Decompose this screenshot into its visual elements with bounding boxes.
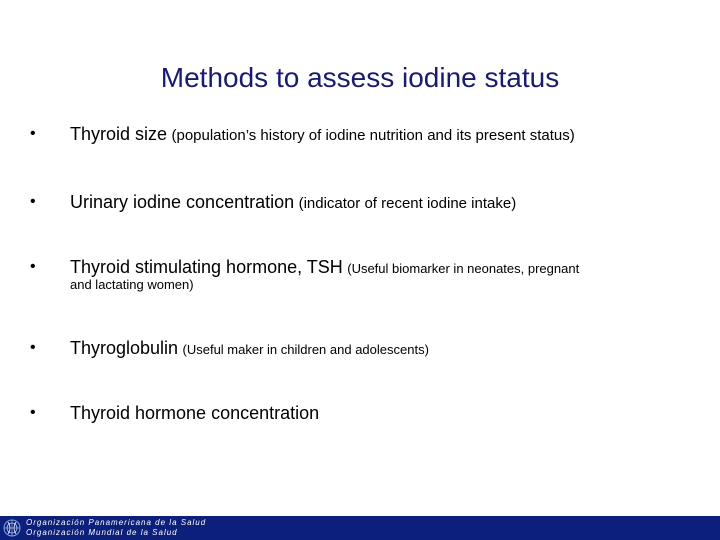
- bullet-note-continued-text: and lactating women): [70, 277, 194, 292]
- bullet-text: [70, 191, 690, 215]
- bullet-dot: •: [30, 339, 36, 356]
- bullet-note-text: (indicator of recent iodine intake): [298, 195, 517, 212]
- bullet-text: [70, 256, 690, 292]
- bullet-dot: •: [30, 125, 36, 142]
- paho-who-emblem-icon: [2, 518, 22, 538]
- bullet-main-text: Thyroid size: [70, 124, 168, 144]
- footer-bar: [0, 516, 720, 540]
- bullet-text: [70, 123, 690, 147]
- bullet-text: [70, 337, 690, 361]
- footer-line-1: Organización Panamericana de la Salud: [26, 518, 207, 527]
- footer-organization-names: [26, 518, 326, 538]
- bullet-main-text: Thyroglobulin: [70, 338, 179, 358]
- bullet-main-text: Thyroid stimulating hormone, TSH: [70, 257, 343, 277]
- slide-title: Methods to assess iodine status: [160, 62, 560, 93]
- bullet-note-text: (Useful maker in children and adolescents): [182, 342, 429, 357]
- footer-line-2: Organización Mundial de la Salud: [26, 528, 178, 537]
- bullet-dot: •: [30, 258, 36, 275]
- bullet-note-text: (Useful biomarker in neonates, pregnant: [347, 261, 580, 276]
- bullet-main-text: Thyroid hormone concentration: [70, 403, 320, 423]
- bullet-note-text: (population’s history of iodine nutrition and its present status): [171, 127, 575, 144]
- bullet-text: [70, 402, 690, 426]
- bullet-dot: •: [30, 193, 36, 210]
- bullet-main-text: Urinary iodine concentration: [70, 192, 295, 212]
- bullet-dot: •: [30, 404, 36, 421]
